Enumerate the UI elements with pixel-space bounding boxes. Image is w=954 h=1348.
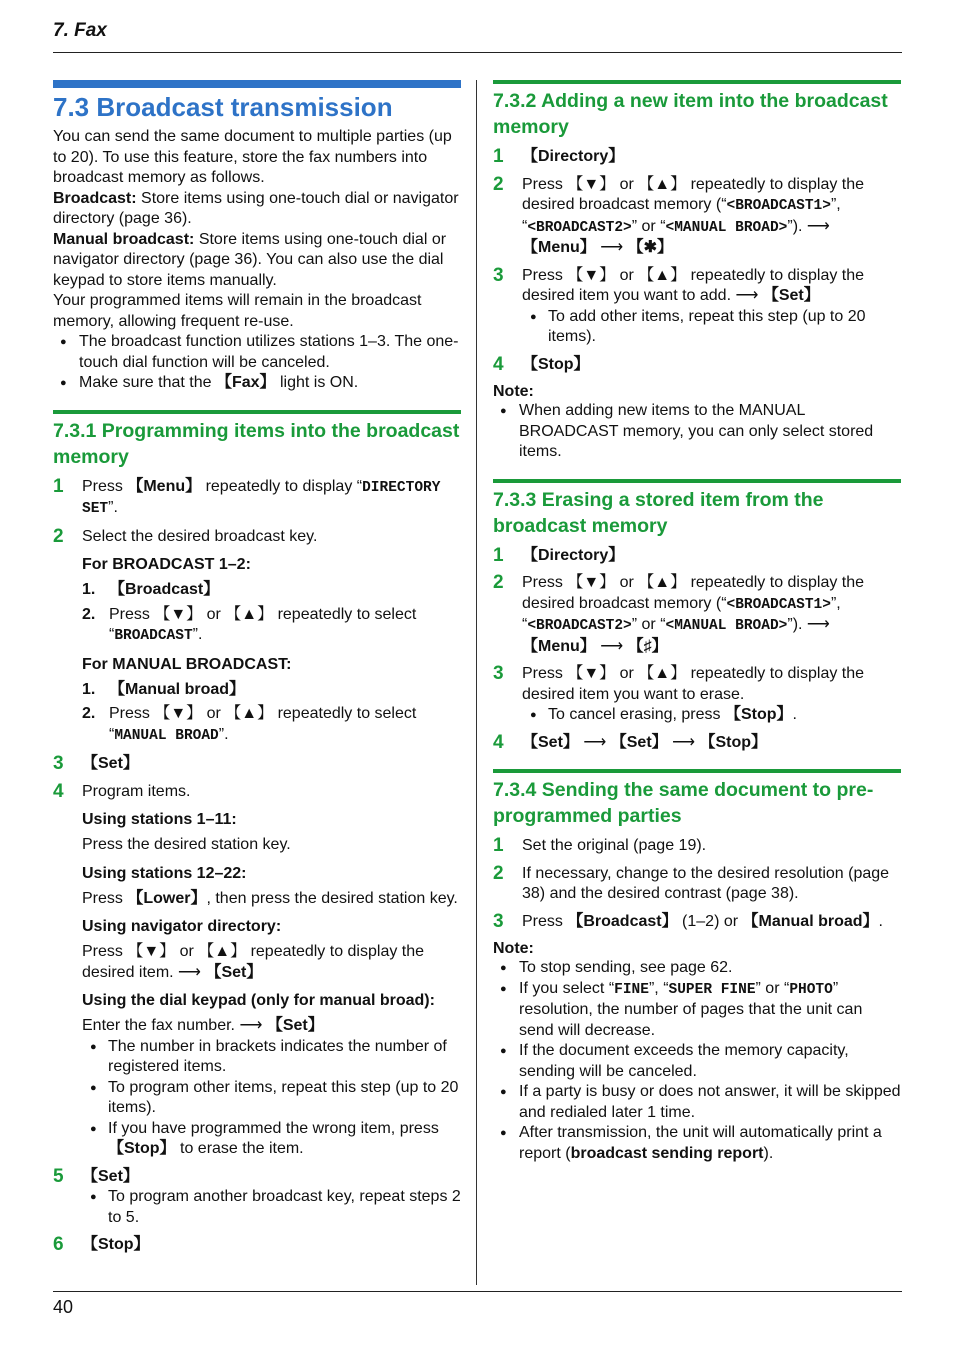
- text: Enter the fax number.: [82, 1017, 235, 1034]
- menu-key: 【Menu】: [522, 637, 596, 655]
- using-dial-label: Using the dial keypad (only for manual broad):: [82, 992, 435, 1009]
- manual-def: [53, 230, 461, 292]
- step-3: [53, 754, 461, 775]
- arrow-icon: ⟶: [806, 616, 830, 633]
- step-text: [522, 266, 901, 307]
- stop-key: 【Stop】: [522, 355, 590, 373]
- note-label: Note:: [493, 383, 534, 400]
- step-2: [493, 864, 901, 905]
- broadcast-key: 【Broadcast】: [567, 912, 678, 930]
- text: If you have programmed the wrong item, press: [108, 1119, 439, 1137]
- step-4: [493, 733, 901, 754]
- display-text: PHOTO: [789, 981, 833, 998]
- step-3-bullets: [493, 307, 901, 348]
- step-number: 4: [493, 731, 504, 753]
- arrow-icon: ⟶: [600, 239, 624, 256]
- display-text: BROADCAST: [114, 628, 193, 644]
- text: ” or “: [631, 616, 666, 633]
- for-broadcast-label: For BROADCAST 1–2:: [82, 556, 251, 573]
- list-item: ● To program another broadcast key, repeat steps 2 to 5.: [53, 1187, 461, 1228]
- step-number: 1: [493, 544, 504, 566]
- step-number: 1: [53, 475, 64, 497]
- text: Press: [82, 477, 128, 495]
- text: ” or “: [631, 217, 666, 235]
- step-text: Set the original (page 19).: [522, 837, 707, 854]
- display-text: SUPER FINE: [668, 981, 756, 998]
- step-text: [522, 175, 901, 259]
- step-2: [493, 573, 901, 657]
- step-1: [493, 836, 901, 857]
- directory-key: 【Directory】: [522, 148, 625, 165]
- step-number: 6: [53, 1234, 64, 1255]
- display-text: FINE: [614, 981, 649, 998]
- set-key: 【Set】: [82, 1167, 139, 1185]
- right-column: [493, 80, 901, 1164]
- step-4-bullets: [53, 1037, 461, 1160]
- manual-text: Store items using one-touch dial or navigator directory (page 36). You can also use the dial keypad to store items manually.: [53, 230, 447, 289]
- hash-key: 【♯】: [627, 637, 668, 655]
- text: to erase the item.: [175, 1140, 304, 1157]
- arrow-icon: ⟶: [806, 217, 830, 235]
- text: Press 【▼】 or 【▲】 repeatedly to display the desired item.: [82, 943, 425, 981]
- for-manual-label: For MANUAL BROADCAST:: [82, 655, 292, 673]
- list-item: [493, 705, 901, 726]
- step-5-bullets: [53, 1187, 461, 1228]
- heading-bar: [53, 85, 461, 88]
- section-7-3-4-title: 7.3.4 Sending the same document to pre-programmed parties: [493, 769, 901, 829]
- intro-text: You can send the same document to multiple parties (up to 20). To use this feature, store the fax numbers into broadcast memory as follows.: [53, 128, 452, 186]
- star-key: 【✱】: [627, 239, 674, 256]
- step-number: 1: [493, 835, 504, 856]
- sub-step-text: [109, 605, 461, 647]
- text: , then press the desired station key.: [206, 889, 458, 907]
- text: ”.: [108, 499, 118, 516]
- manual-label: Manual broadcast:: [53, 230, 195, 248]
- text: ).: [763, 1144, 774, 1162]
- text: ”, “: [522, 594, 841, 633]
- text: ”, “: [648, 979, 669, 997]
- stop-key: 【Stop】: [724, 706, 793, 723]
- stop-key: 【Stop】: [108, 1140, 176, 1157]
- text: ”).: [787, 616, 803, 633]
- list-item: [493, 1123, 901, 1164]
- step-number: 2: [493, 173, 504, 195]
- text: .: [792, 706, 797, 723]
- set-key: 【Set】: [205, 963, 263, 981]
- text: ” resolution, the number of pages that the unit can send will decrease.: [519, 979, 863, 1039]
- header-rule: [53, 52, 902, 53]
- broadcast-def: [53, 189, 461, 230]
- step-number: 4: [493, 353, 504, 375]
- text: .: [878, 912, 883, 930]
- directory-key: 【Directory】: [522, 546, 625, 564]
- list-item: [53, 1119, 461, 1160]
- intro-bullets: [53, 332, 461, 394]
- step-2: [493, 175, 901, 259]
- left-column: [53, 80, 461, 1256]
- arrow-icon: ⟶: [600, 637, 624, 655]
- step-text: [522, 912, 901, 933]
- section-7-3-1-title: 7.3.1 Programming items into the broadcast memory: [53, 410, 461, 470]
- using-dial-text: [82, 1016, 461, 1037]
- text: ”.: [218, 725, 229, 743]
- menu-key: 【Menu】: [127, 477, 202, 495]
- step-number: 3: [53, 753, 64, 774]
- sub-step-number: 1.: [82, 581, 96, 598]
- text: Press: [522, 912, 568, 930]
- sub-step-number: 2.: [82, 605, 96, 623]
- note-label: Note:: [493, 940, 534, 957]
- step-text: [82, 477, 461, 520]
- broadcast-key: 【Broadcast】: [109, 581, 220, 598]
- display-text: DIRECTORY SET: [82, 479, 441, 517]
- column-divider: [476, 80, 477, 1285]
- step-3: [493, 266, 901, 307]
- fax-key: 【Fax】: [215, 374, 276, 391]
- stop-key: 【Stop】: [699, 733, 768, 751]
- display-text: <BROADCAST2>: [527, 618, 632, 634]
- using-nav-text: [82, 942, 461, 983]
- step-number: 2: [493, 862, 504, 884]
- text: Press 【▼】 or 【▲】 repeatedly to display the desired broadcast memory (“: [522, 574, 865, 612]
- arrow-icon: ⟶: [583, 733, 607, 751]
- sub-step: [82, 704, 461, 746]
- bullet-text: light is ON.: [275, 374, 359, 391]
- section-7-3-2-title: 7.3.2 Adding a new item into the broadcast memory: [493, 80, 901, 140]
- section-7-3-title: 7.3 Broadcast transmission: [53, 92, 393, 122]
- sub-step-number: 2.: [82, 705, 96, 722]
- using-1-11-text: Press the desired station key.: [82, 836, 291, 853]
- arrow-icon: ⟶: [735, 287, 759, 304]
- step-3: [493, 912, 901, 933]
- manual-broad-key: 【Manual broad】: [109, 680, 246, 698]
- step-6: [53, 1235, 461, 1256]
- text: Press 【▼】 or 【▲】 repeatedly to select “: [109, 705, 417, 743]
- step-3-bullets: [493, 705, 901, 726]
- text: ”.: [192, 626, 203, 643]
- sub-step-text: [109, 704, 461, 746]
- page-number: 40: [53, 1297, 74, 1317]
- step-1: [493, 147, 901, 168]
- step-text: Program items.: [82, 782, 191, 800]
- text: ”, “: [522, 196, 841, 235]
- sub-step: [82, 605, 461, 647]
- list-item: ● To program other items, repeat this step (up to 20 items).: [53, 1078, 461, 1119]
- lower-key: 【Lower】: [127, 889, 207, 907]
- broadcast-text: Store items using one-touch dial or navigator directory (page 36).: [53, 189, 459, 227]
- set-key: 【Set】: [522, 733, 579, 751]
- note-bullets: [493, 958, 901, 1164]
- note-bullets: [493, 401, 901, 463]
- step-number: 5: [53, 1165, 64, 1187]
- sub-step: [82, 580, 461, 601]
- sub-step: [82, 680, 461, 701]
- bullet-text: Make sure that the: [79, 374, 216, 391]
- remain-text: Your programmed items will remain in the broadcast memory, allowing frequent re-use.: [53, 292, 422, 330]
- list-item: [493, 979, 901, 1042]
- text: ”).: [787, 217, 803, 235]
- list-item: [53, 373, 461, 394]
- list-item: ● If the document exceeds the memory capacity, sending will be canceled.: [493, 1041, 901, 1082]
- step-1: [53, 477, 461, 520]
- text: Press 【▼】 or 【▲】 repeatedly to select “: [109, 605, 417, 643]
- step-text: [522, 733, 901, 754]
- using-12-22-text: [82, 889, 461, 910]
- list-item: ● To stop sending, see page 62.: [493, 958, 901, 979]
- set-key: 【Set】: [610, 733, 668, 751]
- arrow-icon: ⟶: [672, 733, 696, 751]
- text: If you select “: [519, 979, 615, 997]
- step-number: 3: [493, 663, 504, 684]
- step-1: [493, 546, 901, 567]
- display-text: <MANUAL BROAD>: [665, 219, 788, 236]
- step-text: Select the desired broadcast key.: [82, 527, 318, 545]
- display-text: MANUAL BROAD: [114, 727, 219, 744]
- using-12-22-label: Using stations 12–22:: [82, 864, 247, 882]
- set-key: 【Set】: [762, 287, 820, 304]
- using-1-11-label: Using stations 1–11:: [82, 811, 237, 828]
- manual-broad-key: 【Manual broad】: [742, 912, 879, 930]
- list-item: ● If a party is busy or does not answer, it will be skipped and redialed later 1 time.: [493, 1082, 901, 1123]
- step-text: Press 【▼】 or 【▲】 repeatedly to display the desired item you want to erase.: [522, 665, 865, 703]
- sub-step-number: 1.: [82, 680, 96, 698]
- text: ” or “: [755, 979, 790, 997]
- step-3: [493, 664, 901, 705]
- set-key: 【Set】: [266, 1017, 324, 1034]
- step-number: 3: [493, 264, 504, 286]
- set-key: 【Set】: [82, 755, 139, 772]
- menu-key: 【Menu】: [522, 239, 596, 256]
- display-text: <BROADCAST1>: [726, 198, 831, 214]
- display-text: <BROADCAST2>: [527, 219, 632, 236]
- text: (1–2) or: [677, 912, 743, 930]
- broadcast-label: Broadcast:: [53, 189, 137, 207]
- display-text: <MANUAL BROAD>: [665, 618, 788, 634]
- text: To cancel erasing, press: [548, 706, 725, 723]
- step-number: 2: [493, 572, 504, 593]
- step-5: [53, 1167, 461, 1188]
- list-item: ● To add other items, repeat this step (up to 20 items).: [493, 307, 901, 348]
- list-item: ● When adding new items to the MANUAL BROADCAST memory, you can only select stored items.: [493, 401, 901, 463]
- step-4: [493, 355, 901, 376]
- text: After transmission, the unit will automatically print a report (: [519, 1124, 882, 1162]
- step-text: If necessary, change to the desired resolution (page 38) and the desired contrast (page 38).: [522, 864, 890, 902]
- display-text: <BROADCAST1>: [726, 596, 831, 613]
- footer-rule: [53, 1291, 902, 1292]
- step-2: [53, 527, 461, 548]
- running-header: 7. Fax: [53, 20, 107, 41]
- step-number: 4: [53, 780, 64, 802]
- step-number: 2: [53, 525, 64, 547]
- text: Press 【▼】 or 【▲】 repeatedly to display the desired broadcast memory (“: [522, 175, 865, 213]
- report-name: broadcast sending report: [570, 1144, 764, 1162]
- step-4: [53, 782, 461, 803]
- arrow-icon: ⟶: [239, 1017, 263, 1034]
- stop-key: 【Stop】: [82, 1236, 150, 1253]
- section-7-3-heading: [53, 80, 461, 123]
- using-nav-label: Using navigator directory:: [82, 918, 282, 935]
- list-item: ● The number in brackets indicates the number of registered items.: [53, 1037, 461, 1078]
- text: repeatedly to display “: [201, 477, 363, 495]
- arrow-icon: ⟶: [178, 963, 201, 981]
- step-number: 1: [493, 146, 504, 167]
- section-7-3-3-title: 7.3.3 Erasing a stored item from the broadcast memory: [493, 479, 901, 539]
- text: Press: [82, 889, 128, 907]
- list-item: ● The broadcast function utilizes stations 1–3. The one-touch dial function will be canceled.: [53, 332, 461, 373]
- text: Press 【▼】 or 【▲】 repeatedly to display the desired item you want to add.: [522, 266, 865, 304]
- step-text: [522, 573, 901, 657]
- step-number: 3: [493, 910, 504, 932]
